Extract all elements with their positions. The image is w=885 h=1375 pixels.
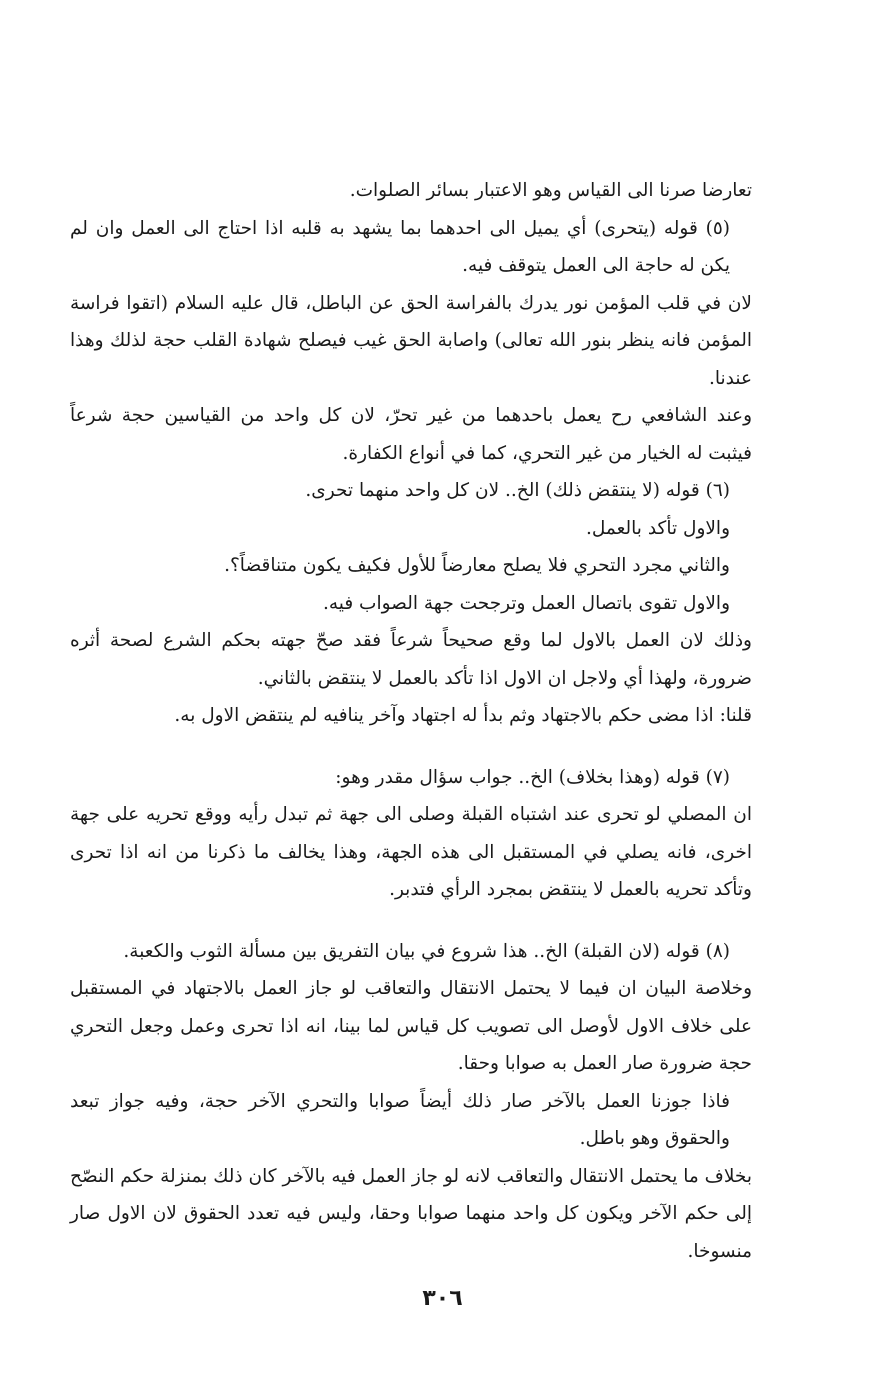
paragraph: لان في قلب المؤمن نور يدرك بالفراسة الحق عن الباطل، قال عليه السلام (اتقوا فراسة المؤمن فانه ينظر بنور الله تعالى) واصابة الحق غيب فيصلح شهادة القلب حجة لذلك وهذا عندنا. <box>70 292 752 389</box>
paragraph: فاذا جوزنا العمل بالآخر صار ذلك أيضاً صوابا والتحري الآخر حجة، وفيه جواز تبعد والحقوق وهو باطل. <box>70 1090 730 1149</box>
paragraph: (٦) قوله (لا ينتقض ذلك) الخ.. لان كل واحد منهما تحرى. <box>305 480 730 501</box>
paragraph: وخلاصة البيان ان فيما لا يحتمل الانتقال والتعاقب لو جاز العمل بالاجتهاد في المستقبل على خلاف الاول لأوصل الى تصويب كل قياس لما بينا، انه اذا تحرى وعمل وجعل التحري حجة ضرورة صار العمل به صوابا وحقا. <box>70 978 752 1074</box>
paragraph: ان المصلي لو تحرى عند اشتباه القبلة وصلى الى جهة ثم تبدل رأيه ووقع تحريه على جهة اخرى، فانه يصلي في المستقبل الى هذه الجهة، وهذا يخالف ما ذكرنا من انه اذا تحرى وتأكد تحريه بالعمل لا ينتقض بمجرد الرأي فتدبر. <box>70 804 752 900</box>
paragraph: والاول تقوى باتصال العمل وترجحت جهة الصواب فيه. <box>322 592 730 614</box>
body-text <box>70 172 752 1270</box>
paragraph: والاول تأكد بالعمل. <box>586 517 730 539</box>
paragraph: وذلك لان العمل بالاول لما وقع صحيحاً شرعاً فقد صحّ جهته بحكم الشرع لصحة أثره ضرورة، ولهذا أي ولاجل ان الاول اذا تأكد بالعمل لا ينتقض بالثاني. <box>70 630 752 689</box>
paragraph: والثاني مجرد التحري فلا يصلح معارضاً للأول فكيف يكون متناقضاً؟. <box>224 555 730 576</box>
paragraph: بخلاف ما يحتمل الانتقال والتعاقب لانه لو جاز العمل فيه بالآخر كان ذلك بمنزلة حكم النصّح إلى حكم الآخر ويكون كل واحد منهما صوابا وحقا، وليس فيه تعدد الحقوق لان الاول صار منسوخا. <box>70 1165 752 1262</box>
page-number: ٣٠٦ <box>422 1286 463 1311</box>
paragraph: تعارضا صرنا الى القياس وهو الاعتبار بسائر الصلوات. <box>349 180 752 201</box>
paragraph: قلنا: اذا مضى حكم بالاجتهاد وثم بدأ له اجتهاد وآخر ينافيه لم ينتقض الاول به. <box>174 705 752 726</box>
paragraph: (٨) قوله (لان القبلة) الخ.. هذا شروع في بيان التفريق بين مسألة الثوب والكعبة. <box>123 940 730 962</box>
paragraph: (٥) قوله (يتحرى) أي يميل الى احدهما بما يشهد به قلبه اذا احتاج الى العمل وان لم يكن له حاجة الى العمل يتوقف فيه. <box>70 217 730 276</box>
paragraph: وعند الشافعي رح يعمل باحدهما من غير تحرّ، لان كل واحد من القياسين حجة شرعاً فيثبت له الخيار من غير التحري، كما في أنواع الكفارة. <box>70 405 752 464</box>
paragraph: (٧) قوله (وهذا بخلاف) الخ.. جواب سؤال مقدر وهو: <box>335 766 730 788</box>
